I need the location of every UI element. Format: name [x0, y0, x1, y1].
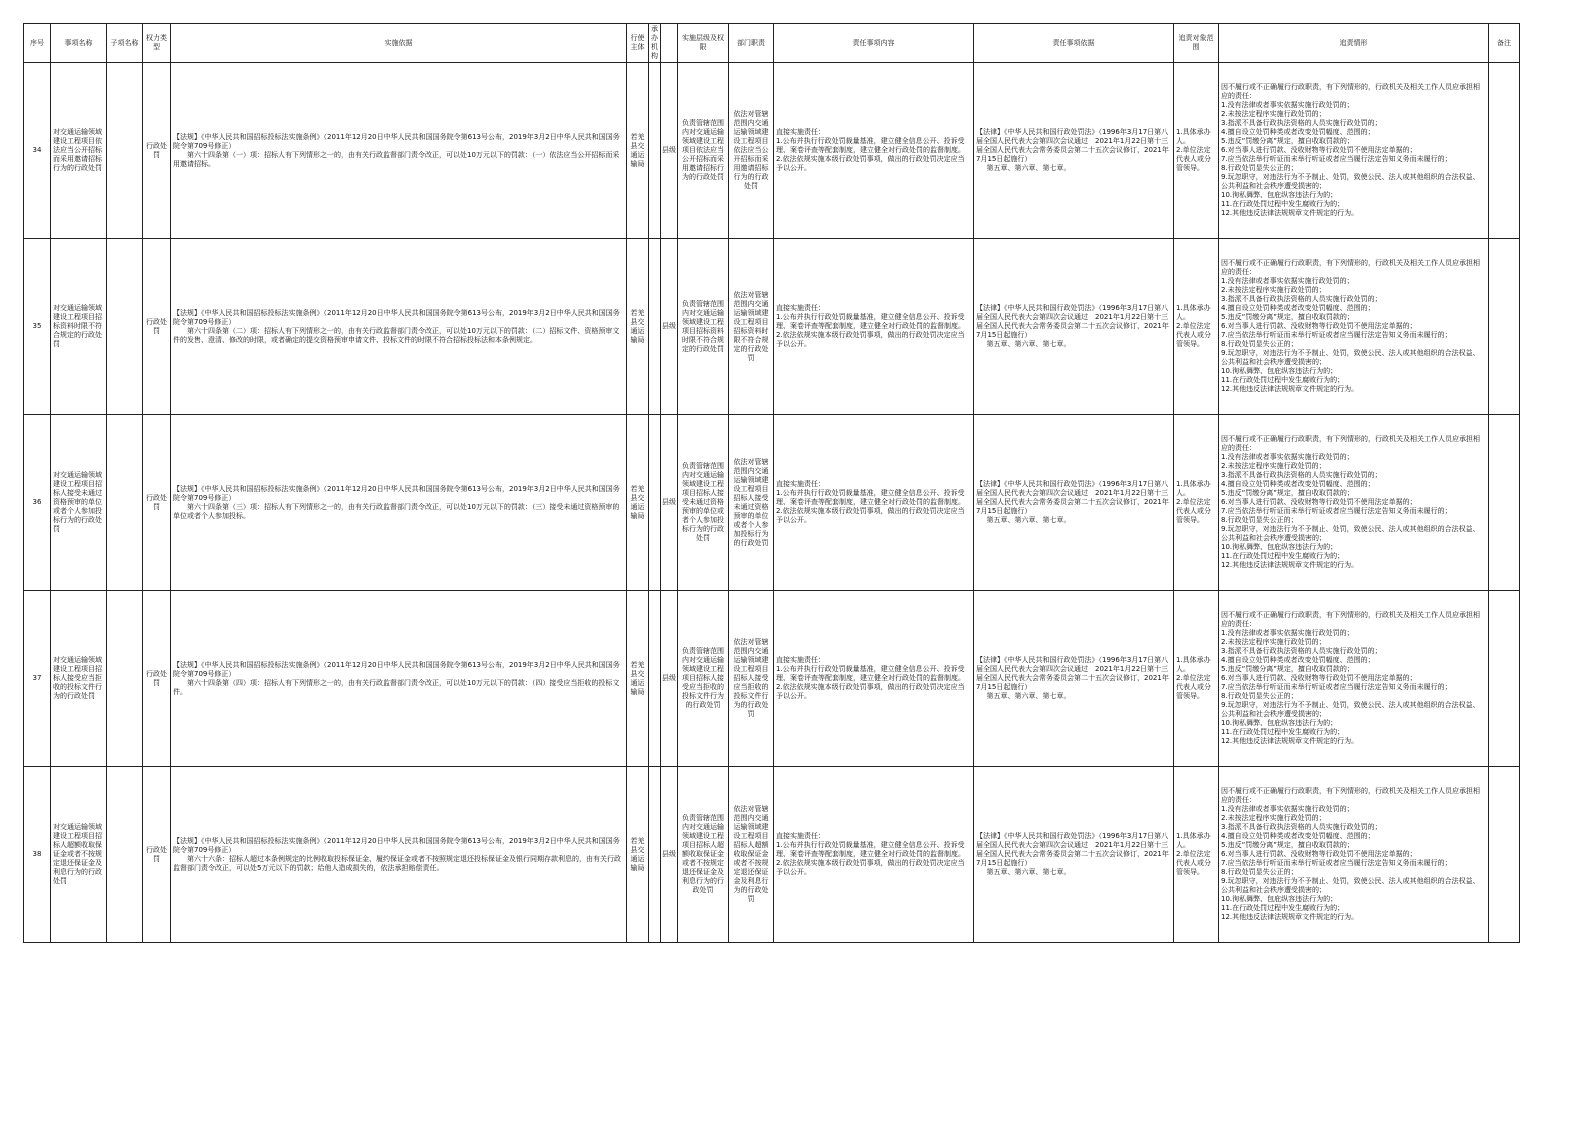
- accountability-target-line: 2.单位法定代表人或分管领导。: [1176, 674, 1211, 700]
- handling-agency: [649, 767, 661, 943]
- responsibility-basis-line: 【法律】《中华人民共和国行政处罚法》（1996年3月17日第八届全国人民代表大会第四次会议通过 2021年1月22日第十三届全国人民代表大会常务委员会第二十五次会议修订，2021年7月15日起施行）: [976, 128, 1169, 163]
- accountability-cases-line: 3.指派不具备行政执法资格的人员实施行政处罚的；: [1221, 823, 1382, 831]
- power-type: 行政处罚: [143, 591, 171, 767]
- row-number: 37: [24, 591, 51, 767]
- accountability-cases-line: 8.行政处罚显失公正的；: [1221, 516, 1298, 524]
- exercising-subject: 若羌县交通运输局: [627, 415, 649, 591]
- basis-article: 第六十四条第（二）项：招标人有下列情形之一的，由有关行政监督部门责令改正，可以处10万元以下的罚款：（二）招标文件、资格预审文件的发售、澄清、修改的时限，或者确定的提交资格预审申请文件、投标文件的时限不符合招标投标法和本条例规定。: [173, 326, 620, 344]
- table-row: [24, 767, 1520, 943]
- accountability-cases-line: 2.未按法定程序实施行政处罚的；: [1221, 814, 1326, 822]
- accountability-cases-line: 7.应当依法举行听证而未举行听证或者应当履行法定告知义务而未履行的；: [1221, 331, 1452, 339]
- accountability-cases-line: 11.在行政处罚过程中发生腐败行为的；: [1221, 376, 1345, 384]
- responsibility-basis: [974, 63, 1174, 239]
- accountability-cases-line: 因不履行或不正确履行行政职责，有下列情形的，行政机关及相关工作人员应承担相应的责任：: [1221, 259, 1480, 276]
- responsibility-content: [774, 63, 974, 239]
- responsibility-basis: [974, 415, 1174, 591]
- responsibility-basis-line: 第五章、第六章、第七章。: [986, 516, 1071, 524]
- accountability-cases: [1219, 591, 1489, 767]
- responsibility-content-line: 直接实施责任：: [776, 480, 825, 488]
- accountability-target-line: 2.单位法定代表人或分管领导。: [1176, 322, 1211, 348]
- power-type: 行政处罚: [143, 415, 171, 591]
- implementation-basis: [171, 767, 627, 943]
- responsibility-content-line: 1.公布并执行行政处罚裁量基准，建立健全信息公开、投诉受理、案卷评查等配套制度，建立健全对行政处罚的监督制度。: [776, 137, 965, 154]
- implementation-basis: [171, 63, 627, 239]
- accountability-cases-line: 8.行政处罚显失公正的；: [1221, 692, 1298, 700]
- accountability-cases-line: 4.擅自设立处罚种类或者改变处罚幅度、范围的；: [1221, 128, 1375, 136]
- responsibility-basis: [974, 239, 1174, 415]
- responsibility-content-line: 直接实施责任：: [776, 656, 825, 664]
- accountability-cases-line: 3.指派不具备行政执法资格的人员实施行政处罚的；: [1221, 471, 1382, 479]
- item-name: 对交通运输领域建设工程项目招标人超额收取保证金或者不按规定退还保证金及利息行为的行政处罚: [51, 767, 107, 943]
- accountability-cases-line: 6.对当事人进行罚款、没收财物等行政处罚不使用法定单据的；: [1221, 322, 1417, 330]
- accountability-cases-line: 6.对当事人进行罚款、没收财物等行政处罚不使用法定单据的；: [1221, 674, 1417, 682]
- row-number: 34: [24, 63, 51, 239]
- exercising-subject: 若羌县交通运输局: [627, 63, 649, 239]
- accountability-cases-line: 3.指派不具备行政执法资格的人员实施行政处罚的；: [1221, 647, 1382, 655]
- accountability-cases-line: 因不履行或不正确履行行政职责，有下列情形的，行政机关及相关工作人员应承担相应的责任：: [1221, 435, 1480, 452]
- accountability-target-line: 2.单位法定代表人或分管领导。: [1176, 850, 1211, 876]
- accountability-cases-line: 5.违反“罚缴分离”规定，擅自收取罚款的；: [1221, 137, 1354, 145]
- accountability-cases-line: 11.在行政处罚过程中发生腐败行为的；: [1221, 904, 1345, 912]
- accountability-cases-line: 1.没有法律或者事实依据实施行政处罚的；: [1221, 453, 1354, 461]
- basis-heading: 【法规】《中华人民共和国招标投标法实施条例》（2011年12月20日中华人民共和国国务院令第613号公布，2019年3月2日中华人民共和国国务院令第709号修正）: [173, 132, 620, 150]
- level-scope: 负责管辖范围内对交通运输领域建设工程项目招标人接受未通过资格预审的单位或者个人参加投标行为的行政处罚: [678, 415, 729, 591]
- accountability-target: [1174, 591, 1219, 767]
- accountability-cases-line: 7.应当依法举行听证而未举行听证或者应当履行法定告知义务而未履行的；: [1221, 155, 1452, 163]
- basis-heading: 【法规】《中华人民共和国招标投标法实施条例》（2011年12月20日中华人民共和国国务院令第613号公布，2019年3月2日中华人民共和国国务院令第709号修正）: [173, 308, 620, 326]
- responsibility-content-line: 直接实施责任：: [776, 304, 825, 312]
- basis-heading: 【法规】《中华人民共和国招标投标法实施条例》（2011年12月20日中华人民共和国国务院令第613号公布，2019年3月2日中华人民共和国国务院令第709号修正）: [173, 484, 620, 502]
- accountability-cases-line: 2.未按法定程序实施行政处罚的；: [1221, 110, 1326, 118]
- accountability-cases-line: 12.其他违反法律法规规章文件规定的行为。: [1221, 913, 1359, 921]
- accountability-cases-line: 2.未按法定程序实施行政处罚的；: [1221, 462, 1326, 470]
- accountability-cases-line: 10.徇私舞弊、包庇纵容违法行为的；: [1221, 367, 1338, 375]
- accountability-cases-line: 8.行政处罚显失公正的；: [1221, 868, 1298, 876]
- accountability-cases: [1219, 63, 1489, 239]
- accountability-cases-line: 12.其他违反法律法规规章文件规定的行为。: [1221, 385, 1359, 393]
- accountability-cases-line: 2.未按法定程序实施行政处罚的；: [1221, 286, 1326, 294]
- accountability-cases-line: 11.在行政处罚过程中发生腐败行为的；: [1221, 728, 1345, 736]
- responsibility-content-line: 2.依法依规实施本级行政处罚事项，做出的行政处罚决定应当予以公开。: [776, 507, 965, 524]
- header-content: 责任事项内容: [774, 24, 974, 63]
- responsibility-basis-line: 第五章、第六章、第七章。: [986, 340, 1071, 348]
- exercising-subject: 若羌县交通运输局: [627, 591, 649, 767]
- accountability-cases-line: 4.擅自设立处罚种类或者改变处罚幅度、范围的；: [1221, 656, 1375, 664]
- accountability-cases-line: 6.对当事人进行罚款、没收财物等行政处罚不使用法定单据的；: [1221, 498, 1417, 506]
- implementation-level: 县级: [661, 63, 678, 239]
- accountability-cases-line: 9.玩忽职守，对违法行为不予制止、处罚，致使公民、法人或其他组织的合法权益、公共利益和社会秩序遭受损害的；: [1221, 349, 1480, 366]
- accountability-cases-line: 4.擅自设立处罚种类或者改变处罚幅度、范围的；: [1221, 480, 1375, 488]
- accountability-cases-line: 11.在行政处罚过程中发生腐败行为的；: [1221, 200, 1345, 208]
- accountability-cases-line: 2.未按法定程序实施行政处罚的；: [1221, 638, 1326, 646]
- accountability-cases-line: 5.违反“罚缴分离”规定，擅自收取罚款的；: [1221, 841, 1354, 849]
- accountability-cases-line: 3.指派不具备行政执法资格的人员实施行政处罚的；: [1221, 295, 1382, 303]
- accountability-cases-line: 9.玩忽职守，对违法行为不予制止、处罚，致使公民、法人或其他组织的合法权益、公共利益和社会秩序遭受损害的；: [1221, 173, 1480, 190]
- row-number: 36: [24, 415, 51, 591]
- department-duty: 依法对管辖范围内交通运输领域建设工程项目招标资料时限不符合规定的行政处罚: [729, 239, 774, 415]
- header-target: 追责对象范围: [1174, 24, 1219, 63]
- accountability-cases-line: 因不履行或不正确履行行政职责，有下列情形的，行政机关及相关工作人员应承担相应的责任：: [1221, 83, 1480, 100]
- accountability-target-line: 1.具体承办人。: [1176, 832, 1211, 849]
- power-list-table: [23, 23, 1520, 943]
- responsibility-basis-line: 【法律】《中华人民共和国行政处罚法》（1996年3月17日第八届全国人民代表大会第四次会议通过 2021年1月22日第十三届全国人民代表大会常务委员会第二十五次会议修订，2021年7月15日起施行）: [976, 304, 1169, 339]
- header-no: 序号: [24, 24, 51, 63]
- accountability-target-line: 1.具体承办人。: [1176, 128, 1211, 145]
- header-remark: 备注: [1489, 24, 1520, 63]
- table-row: [24, 239, 1520, 415]
- basis-article: 第六十六条：招标人超过本条例规定的比例收取投标保证金、履约保证金或者不按照规定退还投标保证金及银行同期存款利息的，由有关行政监督部门责令改正，可以处5万元以下的罚款；给他人造成损失的，依法承担赔偿责任。: [173, 854, 621, 872]
- accountability-target-line: 2.单位法定代表人或分管领导。: [1176, 498, 1211, 524]
- remark: [1489, 239, 1520, 415]
- header-row: [24, 24, 1520, 63]
- accountability-target: [1174, 415, 1219, 591]
- accountability-target-line: 2.单位法定代表人或分管领导。: [1176, 146, 1211, 172]
- power-type: 行政处罚: [143, 63, 171, 239]
- accountability-cases-line: 因不履行或不正确履行行政职责，有下列情形的，行政机关及相关工作人员应承担相应的责任：: [1221, 611, 1480, 628]
- accountability-cases-line: 5.违反“罚缴分离”规定，擅自收取罚款的；: [1221, 665, 1354, 673]
- responsibility-content: [774, 767, 974, 943]
- responsibility-content: [774, 591, 974, 767]
- row-number: 38: [24, 767, 51, 943]
- basis-article: 第六十四条第（三）项：招标人有下列情形之一的，由有关行政监督部门责令改正，可以处10万元以下的罚款：（三）接受未通过资格预审的单位或者个人参加投标。: [173, 502, 620, 520]
- header-cases: 追责情形: [1219, 24, 1489, 63]
- level-scope: 负责管辖范围内对交通运输领域建设工程项目招标资料时限不符合规定的行政处罚: [678, 239, 729, 415]
- accountability-cases: [1219, 415, 1489, 591]
- accountability-cases: [1219, 767, 1489, 943]
- accountability-cases-line: 1.没有法律或者事实依据实施行政处罚的；: [1221, 277, 1354, 285]
- accountability-cases-line: 7.应当依法举行听证而未举行听证或者应当履行法定告知义务而未履行的；: [1221, 683, 1452, 691]
- basis-heading: 【法规】《中华人民共和国招标投标法实施条例》（2011年12月20日中华人民共和国国务院令第613号公布，2019年3月2日中华人民共和国国务院令第709号修正）: [173, 660, 620, 678]
- accountability-cases-line: 7.应当依法举行听证而未举行听证或者应当履行法定告知义务而未履行的；: [1221, 859, 1452, 867]
- implementation-level: 县级: [661, 415, 678, 591]
- header-level-blank: [661, 24, 678, 63]
- accountability-cases-line: 4.擅自设立处罚种类或者改变处罚幅度、范围的；: [1221, 832, 1375, 840]
- department-duty: 依法对管辖范围内交通运输领域建设工程项目招标人接受应当拒收的投标文件行为的行政处罚: [729, 591, 774, 767]
- accountability-cases-line: 9.玩忽职守，对违法行为不予制止、处罚，致使公民、法人或其他组织的合法权益、公共利益和社会秩序遭受损害的；: [1221, 701, 1480, 718]
- header-duty: 部门职责: [729, 24, 774, 63]
- remark: [1489, 415, 1520, 591]
- accountability-cases-line: 9.玩忽职守，对违法行为不予制止、处罚，致使公民、法人或其他组织的合法权益、公共利益和社会秩序遭受损害的；: [1221, 877, 1480, 894]
- responsibility-content-line: 直接实施责任：: [776, 832, 825, 840]
- responsibility-content: [774, 415, 974, 591]
- sub-item-name: [107, 591, 143, 767]
- level-scope: 负责管辖范围内对交通运输领域建设工程项目招标人接受应当拒收的投标文件行为的行政处罚: [678, 591, 729, 767]
- table-row: [24, 591, 1520, 767]
- level-scope: 负责管辖范围内对交通运输领域建设工程项目招标人超额收取保证金或者不按规定退还保证金及利息行为的行政处罚: [678, 767, 729, 943]
- header-content-basis: 责任事项依据: [974, 24, 1174, 63]
- remark: [1489, 63, 1520, 239]
- responsibility-content-line: 2.依法依规实施本级行政处罚事项，做出的行政处罚决定应当予以公开。: [776, 859, 965, 876]
- accountability-cases-line: 10.徇私舞弊、包庇纵容违法行为的；: [1221, 895, 1338, 903]
- accountability-cases-line: 12.其他违反法律法规规章文件规定的行为。: [1221, 737, 1359, 745]
- responsibility-content-line: 1.公布并执行行政处罚裁量基准，建立健全信息公开、投诉受理、案卷评查等配套制度，建立健全对行政处罚的监督制度。: [776, 489, 965, 506]
- sub-item-name: [107, 63, 143, 239]
- department-duty: 依法对管辖范围内交通运输领域建设工程项目招标人超额收取保证金或者不按规定退还保证金及利息行为的行政处罚: [729, 767, 774, 943]
- accountability-cases-line: 3.指派不具备行政执法资格的人员实施行政处罚的；: [1221, 119, 1382, 127]
- accountability-cases-line: 10.徇私舞弊、包庇纵容违法行为的；: [1221, 543, 1338, 551]
- accountability-cases-line: 9.玩忽职守，对违法行为不予制止、处罚，致使公民、法人或其他组织的合法权益、公共利益和社会秩序遭受损害的；: [1221, 525, 1480, 542]
- accountability-cases-line: 10.徇私舞弊、包庇纵容违法行为的；: [1221, 191, 1338, 199]
- implementation-basis: [171, 415, 627, 591]
- responsibility-content-line: 1.公布并执行行政处罚裁量基准，建立健全信息公开、投诉受理、案卷评查等配套制度，建立健全对行政处罚的监督制度。: [776, 841, 965, 858]
- header-type: 权力类型: [143, 24, 171, 63]
- accountability-cases-line: 1.没有法律或者事实依据实施行政处罚的；: [1221, 629, 1354, 637]
- accountability-cases-line: 12.其他违反法律法规规章文件规定的行为。: [1221, 561, 1359, 569]
- implementation-basis: [171, 591, 627, 767]
- responsibility-basis-line: 【法律】《中华人民共和国行政处罚法》（1996年3月17日第八届全国人民代表大会第四次会议通过 2021年1月22日第十三届全国人民代表大会常务委员会第二十五次会议修订，2021年7月15日起施行）: [976, 832, 1169, 867]
- header-agency: 承办机构: [649, 24, 661, 63]
- power-type: 行政处罚: [143, 239, 171, 415]
- sub-item-name: [107, 415, 143, 591]
- accountability-cases: [1219, 239, 1489, 415]
- basis-article: 第六十四条第（四）项：招标人有下列情形之一的，由有关行政监督部门责令改正，可以处10万元以下的罚款：（四）接受应当拒收的投标文件。: [173, 678, 620, 696]
- accountability-cases-line: 5.违反“罚缴分离”规定，擅自收取罚款的；: [1221, 313, 1354, 321]
- handling-agency: [649, 591, 661, 767]
- remark: [1489, 591, 1520, 767]
- accountability-cases-line: 4.擅自设立处罚种类或者改变处罚幅度、范围的；: [1221, 304, 1375, 312]
- accountability-target-line: 1.具体承办人。: [1176, 480, 1211, 497]
- department-duty: 依法对管辖范围内交通运输领域建设工程项目招标人接受未通过资格预审的单位或者个人参加投标行为的行政处罚: [729, 415, 774, 591]
- header-level: 实施层级及权限: [678, 24, 729, 63]
- power-type: 行政处罚: [143, 767, 171, 943]
- basis-heading: 【法规】《中华人民共和国招标投标法实施条例》（2011年12月20日中华人民共和国国务院令第613号公布，2019年3月2日中华人民共和国国务院令第709号修正）: [173, 836, 620, 854]
- responsibility-content-line: 1.公布并执行行政处罚裁量基准，建立健全信息公开、投诉受理、案卷评查等配套制度，建立健全对行政处罚的监督制度。: [776, 665, 965, 682]
- accountability-target-line: 1.具体承办人。: [1176, 656, 1211, 673]
- level-scope: 负责管辖范围内对交通运输领域建设工程项目依法应当公开招标而采用邀请招标行为的行政处罚: [678, 63, 729, 239]
- basis-article: 第六十四条第（一）项：招标人有下列情形之一的，由有关行政监督部门责令改正，可以处10万元以下的罚款：（一）依法应当公开招标而采用邀请招标。: [173, 150, 620, 168]
- responsibility-basis-line: 【法律】《中华人民共和国行政处罚法》（1996年3月17日第八届全国人民代表大会第四次会议通过 2021年1月22日第十三届全国人民代表大会常务委员会第二十五次会议修订，2021年7月15日起施行）: [976, 656, 1169, 691]
- sub-item-name: [107, 239, 143, 415]
- department-duty: 依法对管辖范围内交通运输领域建设工程项目依法应当公开招标而采用邀请招标行为的行政处罚: [729, 63, 774, 239]
- implementation-basis: [171, 239, 627, 415]
- accountability-target: [1174, 239, 1219, 415]
- accountability-cases-line: 12.其他违反法律法规规章文件规定的行为。: [1221, 209, 1359, 217]
- header-basis: 实施依据: [171, 24, 627, 63]
- responsibility-content-line: 1.公布并执行行政处罚裁量基准，建立健全信息公开、投诉受理、案卷评查等配套制度，建立健全对行政处罚的监督制度。: [776, 313, 965, 330]
- exercising-subject: 若羌县交通运输局: [627, 239, 649, 415]
- accountability-cases-line: 8.行政处罚显失公正的；: [1221, 340, 1298, 348]
- responsibility-content-line: 2.依法依规实施本级行政处罚事项，做出的行政处罚决定应当予以公开。: [776, 683, 965, 700]
- responsibility-content-line: 2.依法依规实施本级行政处罚事项，做出的行政处罚决定应当予以公开。: [776, 331, 965, 348]
- row-number: 35: [24, 239, 51, 415]
- item-name: 对交通运输领域建设工程项目招标资料时限不符合规定的行政处罚: [51, 239, 107, 415]
- exercising-subject: 若羌县交通运输局: [627, 767, 649, 943]
- responsibility-basis-line: 第五章、第六章、第七章。: [986, 164, 1071, 172]
- responsibility-content-line: 2.依法依规实施本级行政处罚事项，做出的行政处罚决定应当予以公开。: [776, 155, 965, 172]
- header-name: 事项名称: [51, 24, 107, 63]
- accountability-target: [1174, 63, 1219, 239]
- item-name: 对交通运输领域建设工程项目招标人接受未通过资格预审的单位或者个人参加投标行为的行政处罚: [51, 415, 107, 591]
- table-row: [24, 415, 1520, 591]
- header-sub: 子项名称: [107, 24, 143, 63]
- responsibility-basis: [974, 591, 1174, 767]
- responsibility-basis: [974, 767, 1174, 943]
- item-name: 对交通运输领域建设工程项目招标人接受应当拒收的投标文件行为的行政处罚: [51, 591, 107, 767]
- remark: [1489, 767, 1520, 943]
- accountability-cases-line: 6.对当事人进行罚款、没收财物等行政处罚不使用法定单据的；: [1221, 146, 1417, 154]
- implementation-level: 县级: [661, 591, 678, 767]
- handling-agency: [649, 63, 661, 239]
- accountability-cases-line: 7.应当依法举行听证而未举行听证或者应当履行法定告知义务而未履行的；: [1221, 507, 1452, 515]
- item-name: 对交通运输领域建设工程项目依法应当公开招标而采用邀请招标行为的行政处罚: [51, 63, 107, 239]
- implementation-level: 县级: [661, 239, 678, 415]
- responsibility-content: [774, 239, 974, 415]
- sub-item-name: [107, 767, 143, 943]
- accountability-cases-line: 11.在行政处罚过程中发生腐败行为的；: [1221, 552, 1345, 560]
- responsibility-basis-line: 第五章、第六章、第七章。: [986, 692, 1071, 700]
- accountability-target: [1174, 767, 1219, 943]
- header-subject: 行使主体: [627, 24, 649, 63]
- accountability-target-line: 1.具体承办人。: [1176, 304, 1211, 321]
- accountability-cases-line: 6.对当事人进行罚款、没收财物等行政处罚不使用法定单据的；: [1221, 850, 1417, 858]
- accountability-cases-line: 因不履行或不正确履行行政职责，有下列情形的，行政机关及相关工作人员应承担相应的责任：: [1221, 787, 1480, 804]
- handling-agency: [649, 415, 661, 591]
- responsibility-basis-line: 【法律】《中华人民共和国行政处罚法》（1996年3月17日第八届全国人民代表大会第四次会议通过 2021年1月22日第十三届全国人民代表大会常务委员会第二十五次会议修订，2021年7月15日起施行）: [976, 480, 1169, 515]
- accountability-cases-line: 1.没有法律或者事实依据实施行政处罚的；: [1221, 101, 1354, 109]
- accountability-cases-line: 8.行政处罚显失公正的；: [1221, 164, 1298, 172]
- responsibility-basis-line: 第五章、第六章、第七章。: [986, 868, 1071, 876]
- implementation-level: 县级: [661, 767, 678, 943]
- table-row: [24, 63, 1520, 239]
- responsibility-content-line: 直接实施责任：: [776, 128, 825, 136]
- accountability-cases-line: 5.违反“罚缴分离”规定，擅自收取罚款的；: [1221, 489, 1354, 497]
- accountability-cases-line: 1.没有法律或者事实依据实施行政处罚的；: [1221, 805, 1354, 813]
- accountability-cases-line: 10.徇私舞弊、包庇纵容违法行为的；: [1221, 719, 1338, 727]
- handling-agency: [649, 239, 661, 415]
